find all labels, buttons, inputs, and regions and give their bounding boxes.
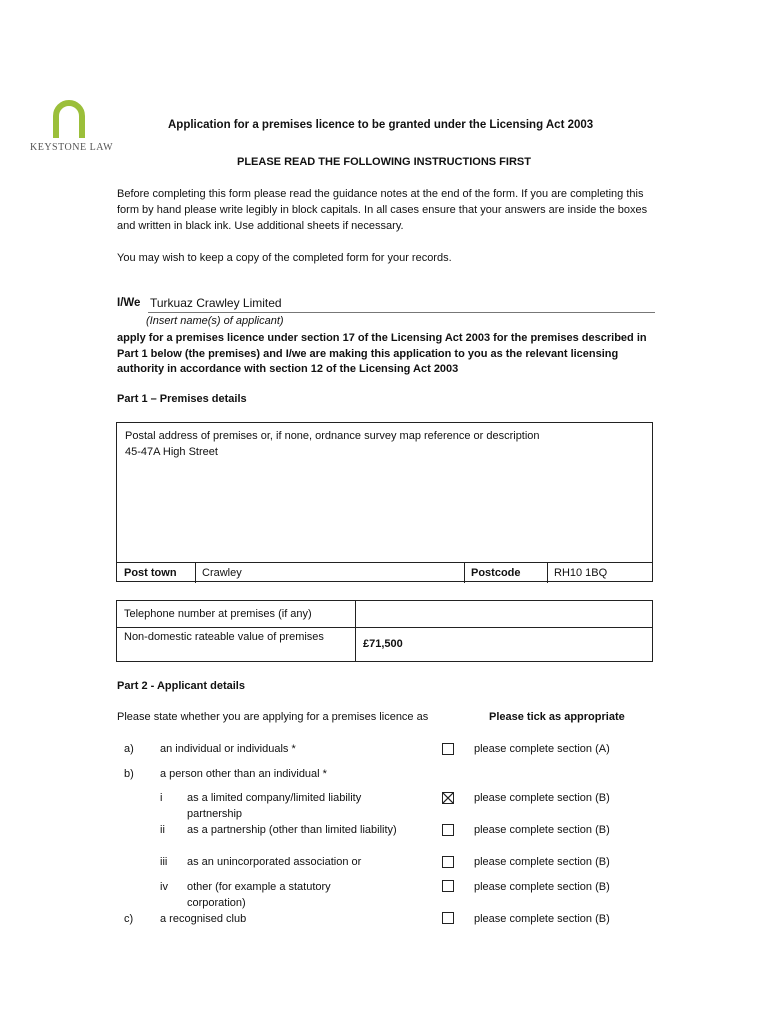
option-biii-label: as an unincorporated association or bbox=[187, 856, 362, 868]
post-town-field[interactable]: Crawley bbox=[202, 567, 242, 579]
option-biii-marker: iii bbox=[160, 856, 168, 868]
checked-cross-icon bbox=[443, 793, 453, 803]
option-bii-checkbox[interactable] bbox=[442, 824, 454, 836]
applicant-label: I/We bbox=[117, 297, 141, 309]
applicant-name-field[interactable]: Turkuaz Crawley Limited bbox=[150, 296, 282, 310]
option-c-note: please complete section (B) bbox=[474, 913, 610, 925]
post-town-row bbox=[117, 562, 652, 583]
applicant-name-underline bbox=[148, 312, 655, 313]
option-c-checkbox[interactable] bbox=[442, 912, 454, 924]
option-a-checkbox[interactable] bbox=[442, 743, 454, 755]
option-a-label: an individual or individuals * bbox=[160, 743, 296, 755]
option-biv-checkbox[interactable] bbox=[442, 880, 454, 892]
option-biii-note: please complete section (B) bbox=[474, 856, 610, 868]
option-c-marker: c) bbox=[124, 913, 134, 925]
premises-address-box bbox=[116, 422, 653, 582]
option-bii-marker: ii bbox=[160, 824, 165, 836]
part2-heading: Part 2 - Applicant details bbox=[117, 680, 245, 692]
post-town-label: Post town bbox=[124, 567, 177, 579]
instructions-paragraph: Before completing this form please read the guidance notes at the end of the form. If you are completing this form by hand please write legibly in block capitals. In all cases ensure that your answers are inside the boxes and written in black ink. Use additional sheets if necessary. bbox=[117, 188, 648, 232]
rateable-value-label: Non-domestic rateable value of premises bbox=[124, 631, 324, 643]
option-a-note: please complete section (A) bbox=[474, 743, 610, 755]
postcode-field[interactable]: RH10 1BQ bbox=[554, 567, 608, 579]
form-title: Application for a premises licence to be granted under the Licensing Act 2003 bbox=[168, 119, 594, 131]
applicant-type-question: Please state whether you are applying for a premises licence as bbox=[117, 711, 429, 723]
tick-heading: Please tick as appropriate bbox=[489, 711, 625, 723]
keystone-law-logo bbox=[30, 96, 114, 158]
option-bii-label: as a partnership (other than limited liability) bbox=[187, 824, 397, 836]
option-c-label: a recognised club bbox=[160, 913, 247, 925]
option-bii-note: please complete section (B) bbox=[474, 824, 610, 836]
option-b-marker: b) bbox=[124, 768, 134, 780]
logo-text: KEYSTONE LAW bbox=[30, 142, 114, 153]
option-bi-note: please complete section (B) bbox=[474, 792, 610, 804]
option-biv-note: please complete section (B) bbox=[474, 881, 610, 893]
application-statement: apply for a premises licence under section 17 of the Licensing Act 2003 for the premises described in Part 1 below (the premises) and I/we are making this application to you as the relevant licensing authority in accordance with section 12 of the Licensing Act 2003 bbox=[117, 332, 647, 375]
telephone-field[interactable] bbox=[358, 601, 652, 627]
telephone-label: Telephone number at premises (if any) bbox=[124, 608, 312, 620]
keystone-arch-icon bbox=[50, 96, 88, 138]
address-value: 45-47A High Street bbox=[125, 445, 218, 458]
rateable-value-field[interactable]: £71,500 bbox=[363, 638, 403, 650]
option-bi-label: as a limited company/limited liability partnership bbox=[187, 792, 362, 820]
postcode-label: Postcode bbox=[471, 567, 521, 579]
option-a-marker: a) bbox=[124, 743, 134, 755]
option-bi-checkbox[interactable] bbox=[442, 792, 454, 804]
records-paragraph: You may wish to keep a copy of the completed form for your records. bbox=[117, 252, 452, 264]
option-b-label: a person other than an individual * bbox=[160, 768, 327, 780]
option-biv-label: other (for example a statutory corporation) bbox=[187, 881, 331, 909]
option-biv-marker: iv bbox=[160, 881, 168, 893]
instructions-heading: PLEASE READ THE FOLLOWING INSTRUCTIONS FIRST bbox=[237, 156, 531, 168]
applicant-hint: (Insert name(s) of applicant) bbox=[146, 315, 284, 327]
address-label: Postal address of premises or, if none, ordnance survey map reference or description bbox=[125, 430, 540, 442]
premises-details-table bbox=[116, 600, 653, 662]
option-biii-checkbox[interactable] bbox=[442, 856, 454, 868]
part1-heading: Part 1 – Premises details bbox=[117, 393, 247, 405]
option-bi-marker: i bbox=[160, 792, 163, 804]
premises-address-area[interactable] bbox=[125, 429, 645, 460]
